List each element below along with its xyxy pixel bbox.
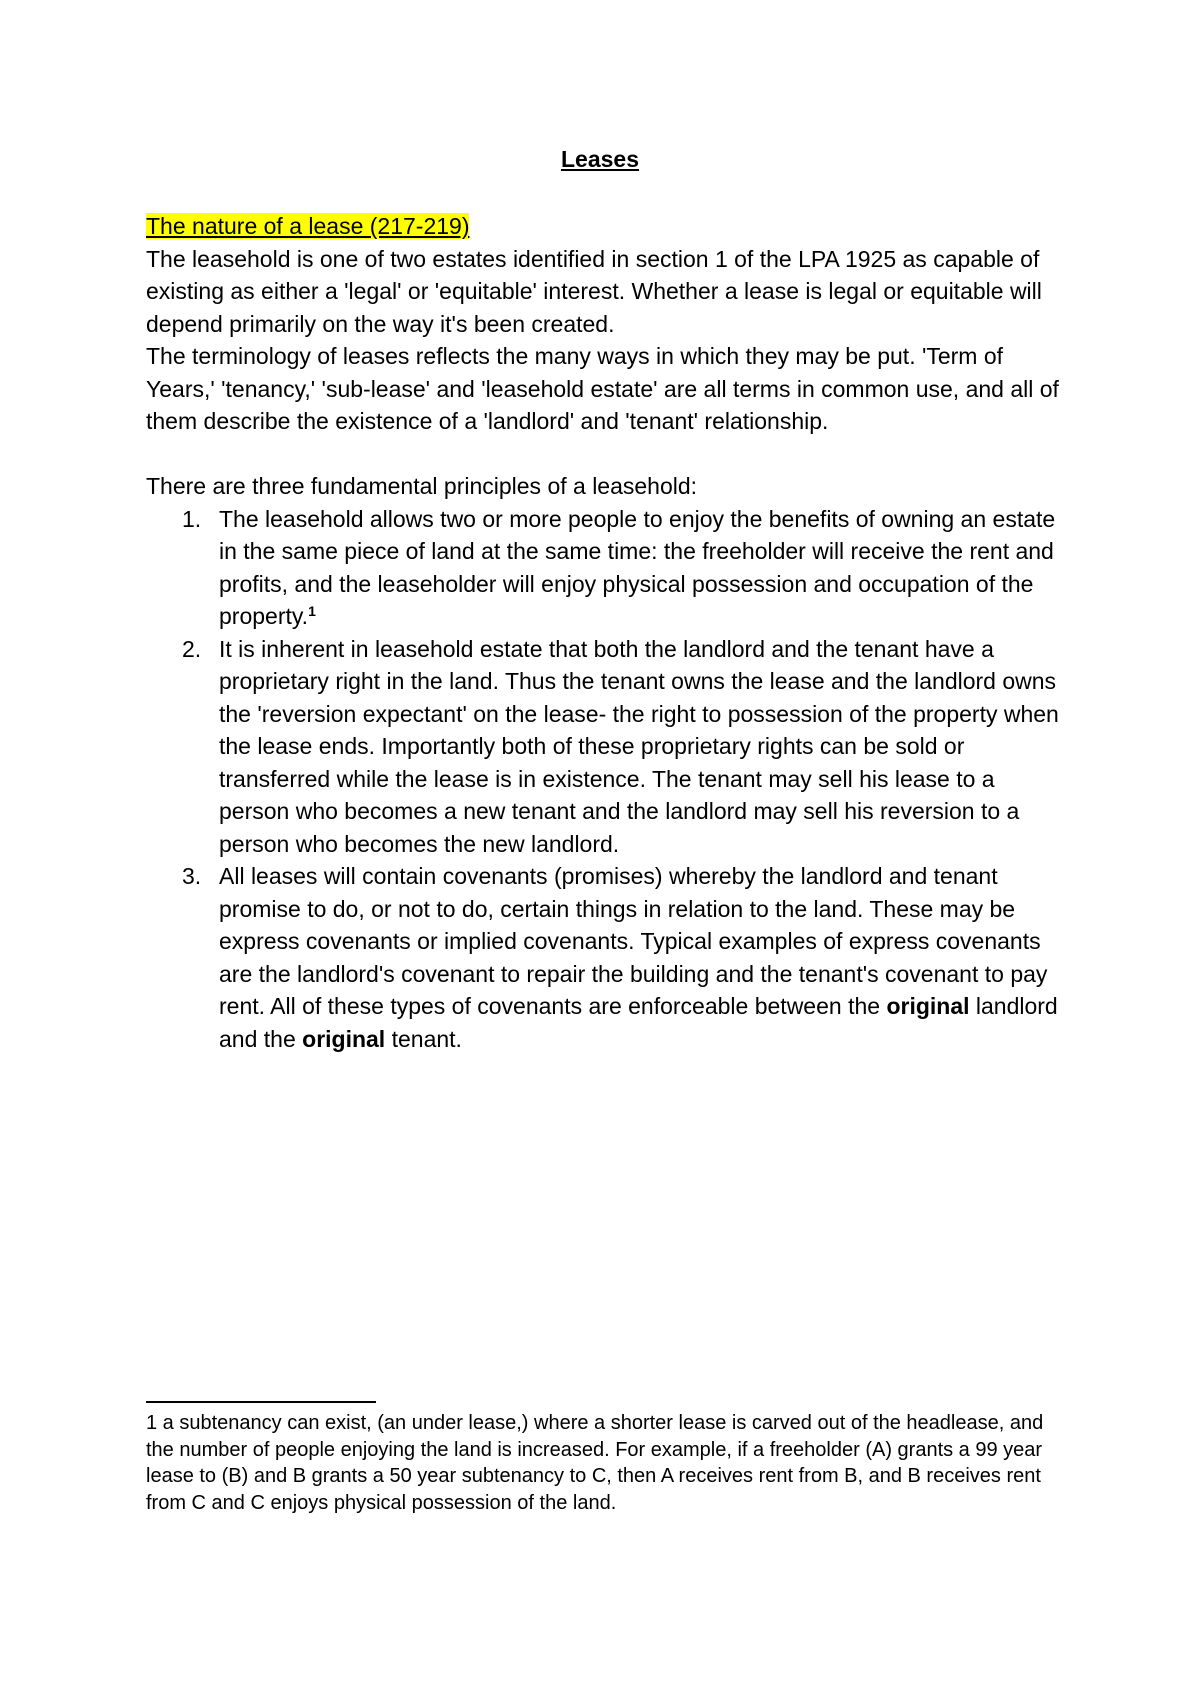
principles-intro: There are three fundamental principles of a leasehold: [146,473,698,499]
principle-text: landlord and the [219,993,1058,1052]
section-heading [146,210,1066,243]
principles-list [146,503,1066,1056]
document-body [146,210,1066,1055]
footnote-reference: 1 [308,603,316,619]
principle-item-2 [146,633,1066,861]
principle-item-3 [146,860,1066,1055]
principle-text: All leases will contain covenants (promises) whereby the landlord and tenant promise to do, or not to do, certain things in relation to the land. These may be express covenants or implied covenants. Typical examples of express covenants are the landlord's covenant to repair the building and the tenant's covenant to pay rent. All of these types of covenants are enforceable between the [219,863,1048,1019]
principle-text: tenant. [385,1025,462,1052]
section-heading-text: The nature of a lease (217-219) [146,213,470,239]
intro-paragraph-2: The terminology of leases reflects the many ways in which they may be put. 'Term of Years,' 'tenancy,' 'sub-lease' and 'leasehold estate' are all terms in common use, and all of them describe the existence of a 'landlord' and 'tenant' relationship. [146,343,1059,434]
principle-item-1 [146,503,1066,633]
bold-original: original [302,1025,386,1052]
principle-text: It is inherent in leasehold estate that both the landlord and the tenant have a proprietary right in the land. Thus the tenant owns the lease and the landlord owns the 'reversion expectant' on the lease- the right to possession of the property when the lease ends. Importantly both of these proprietary rights can be sold or transferred while the lease is in existence. The tenant may sell his lease to a person who becomes a new tenant and the landlord may sell his reversion to a person who becomes the new landlord. [219,635,1059,857]
bold-original: original [886,993,970,1019]
list-number: 3. [182,863,202,889]
intro-paragraph-1: The leasehold is one of two estates identified in section 1 of the LPA 1925 as capable of existing as either a 'legal' or 'equitable' interest. Whether a lease is legal or equitable will depend primarily on the way it's been created. [146,245,1042,337]
principle-text: The leasehold allows two or more people to enjoy the benefits of owning an estate in the same piece of land at the same time: the freeholder will receive the rent and profits, and the leaseholder will enjoy physical possession and occupation of the property. [219,505,1056,629]
document-title: Leases [560,146,639,172]
list-number: 2. [182,635,202,662]
blank-line [146,438,1066,471]
list-number: 1. [182,505,202,532]
footnote-text: 1 a subtenancy can exist, (an under lease,) where a shorter lease is carved out of the headlease, and the number of people enjoying the land is increased. For example, if a freeholder (A) grants a 99 year lease to (B) and B grants a 50 year subtenancy to C, then A receives rent from B, and B receives rent from C and C enjoys physical possession of the land. [146,1412,1044,1514]
footnote-separator [146,1401,376,1403]
